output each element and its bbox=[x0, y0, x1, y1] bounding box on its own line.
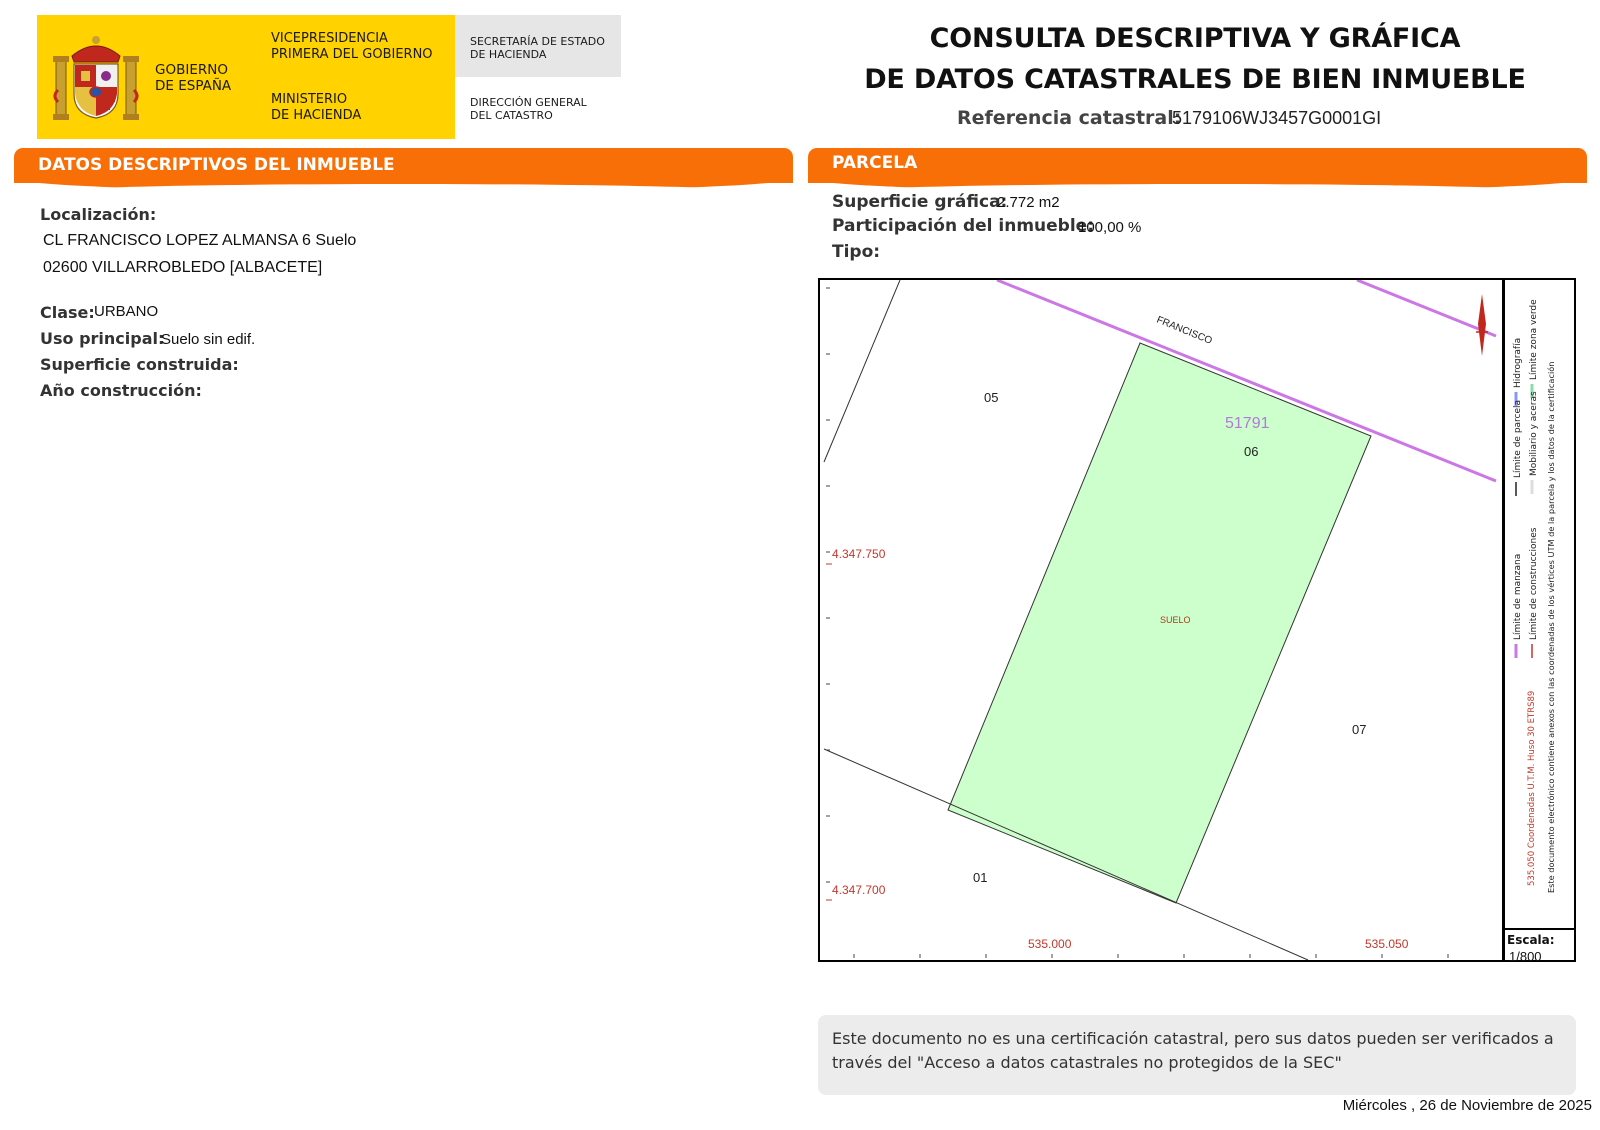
participacion-value: 100,00 % bbox=[1078, 219, 1142, 236]
vicepresidencia-text: VICEPRESIDENCIA PRIMERA DEL GOBIERNO bbox=[271, 31, 433, 62]
ref-value: 5179106WJ3457G0001GI bbox=[1172, 108, 1382, 128]
superficie-grafica-value: 2.772 m2 bbox=[997, 194, 1060, 211]
secretaria-text: SECRETARÍA DE ESTADO DE HACIENDA bbox=[470, 35, 605, 62]
ref-label: Referencia catastral: bbox=[957, 107, 1182, 129]
tipo-label: Tipo: bbox=[832, 242, 881, 262]
escala-divider bbox=[1502, 928, 1576, 930]
superficie-construida-label: Superficie construida: bbox=[40, 355, 239, 374]
verification-note: Este documento no es una certificación catastral, pero sus datos pueden ser verificados a través del "Acceso a datos catastrales no protegidos de la SEC" bbox=[818, 1015, 1576, 1095]
tick-marks-left bbox=[826, 288, 830, 882]
ministerio-text: MINISTERIO DE HACIENDA bbox=[271, 92, 362, 123]
suelo-label: SUELO bbox=[1160, 615, 1191, 625]
uso-label: Uso principal: bbox=[40, 329, 165, 348]
legend-coordenadas: 535.050 Coordenadas U.T.M. Huso 30 ETRS89 bbox=[1527, 690, 1537, 886]
parcel-label-05: 05 bbox=[984, 390, 999, 405]
legend-doc-note: Este documento electrónico contiene anexos con las coordenadas de los vértices UTM de la parcela y los datos de la certificación bbox=[1546, 361, 1556, 893]
legend-limite-zona-verde: Límite zona verde bbox=[1529, 299, 1539, 380]
localizacion-label: Localización: bbox=[40, 205, 157, 224]
coord-y-4347700: 4.347.700 bbox=[832, 883, 886, 897]
map-legend-divider bbox=[1502, 278, 1505, 962]
document-date: Miércoles , 26 de Noviembre de 2025 bbox=[1342, 1097, 1592, 1114]
street-label: FRANCISCO bbox=[1154, 314, 1214, 347]
localizacion-line1: CL FRANCISCO LOPEZ ALMANSA 6 Suelo bbox=[43, 232, 357, 249]
tick-marks-bottom bbox=[854, 954, 1448, 958]
street-line-right bbox=[1357, 280, 1496, 336]
escala-value: 1/800 bbox=[1509, 949, 1542, 964]
parcel-label-07: 07 bbox=[1352, 722, 1367, 737]
gobierno-text: GOBIERNO DE ESPAÑA bbox=[155, 62, 232, 95]
localizacion-line2: 02600 VILLARROBLEDO [ALBACETE] bbox=[43, 259, 323, 276]
parcel-label-01: 01 bbox=[973, 870, 988, 885]
legend-hidrografia: Hidrografía bbox=[1513, 337, 1523, 388]
lot-line-05 bbox=[824, 280, 900, 462]
coord-x-535000: 535.000 bbox=[1028, 937, 1072, 951]
map-legend bbox=[1508, 298, 1574, 908]
clase-label: Clase: bbox=[40, 303, 95, 322]
direccion-text: DIRECCIÓN GENERAL DEL CATASTRO bbox=[470, 96, 587, 123]
north-arrow-icon bbox=[1476, 294, 1488, 356]
legend-limite-manzana: Límite de manzana bbox=[1513, 553, 1523, 640]
coord-y-4347750: 4.347.750 bbox=[832, 547, 886, 561]
cadastral-map bbox=[820, 280, 1500, 960]
superficie-grafica-label: Superficie gráfica: bbox=[832, 192, 1008, 212]
escala-label: Escala: bbox=[1507, 933, 1555, 947]
legend-mobiliario: Mobiliario y aceras bbox=[1529, 391, 1539, 476]
anio-construccion-label: Año construcción: bbox=[40, 381, 202, 400]
parcela-bar: PARCELA bbox=[808, 148, 1587, 183]
coat-of-arms-icon bbox=[52, 30, 140, 122]
parcel-label-06: 06 bbox=[1244, 444, 1259, 459]
descriptivos-bar: DATOS DESCRIPTIVOS DEL INMUEBLE bbox=[14, 148, 793, 183]
participacion-label: Participación del inmueble: bbox=[832, 216, 1095, 236]
manzana-label: 51791 bbox=[1225, 415, 1270, 432]
coord-x-535050: 535.050 bbox=[1365, 937, 1409, 951]
page-title: CONSULTA DESCRIPTIVA Y GRÁFICA DE DATOS CATASTRALES DE BIEN INMUEBLE bbox=[864, 23, 1526, 95]
uso-value: Suelo sin edif. bbox=[161, 331, 256, 348]
legend-limite-parcela: Límite de parcela bbox=[1513, 399, 1523, 478]
clase-value: URBANO bbox=[94, 303, 159, 320]
legend-limite-construcciones: Límite de construcciones bbox=[1529, 527, 1539, 640]
